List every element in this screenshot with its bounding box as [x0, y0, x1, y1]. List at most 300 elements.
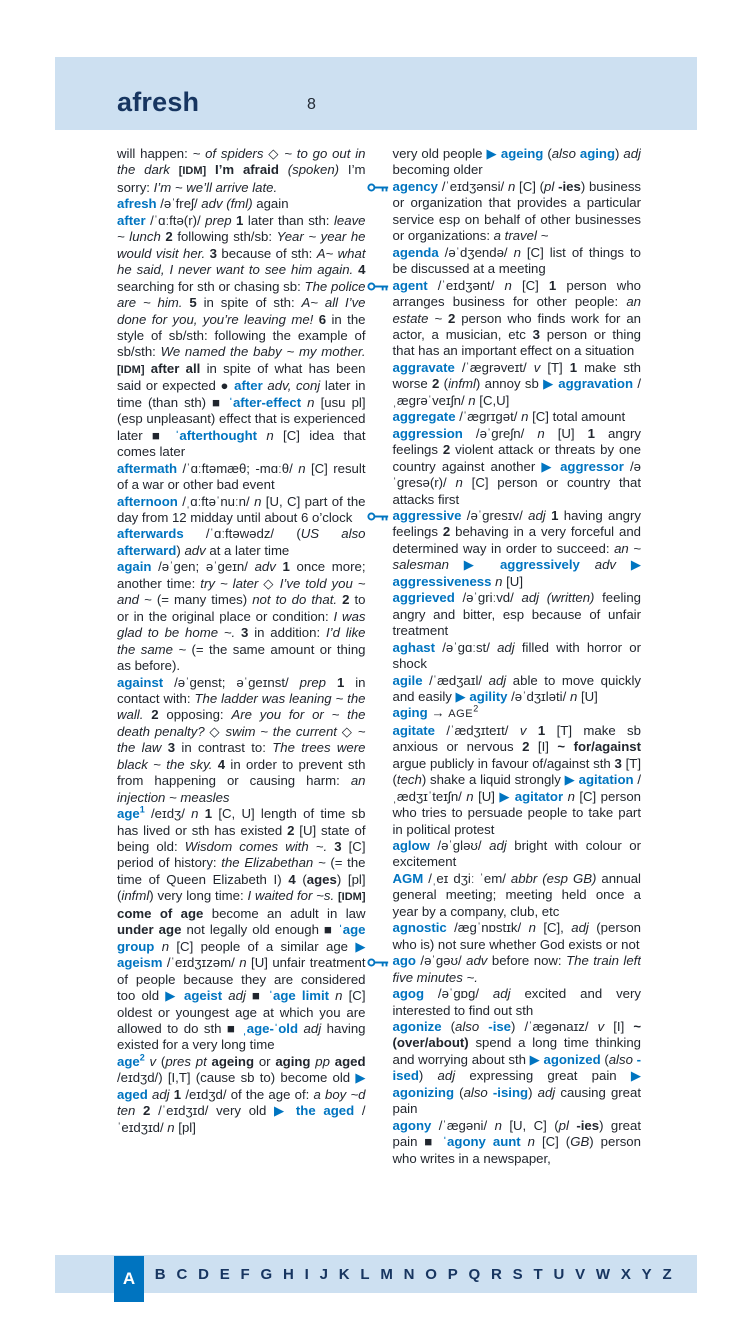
text-run: [pl]: [174, 1119, 196, 1135]
text-run: 2: [447, 310, 462, 326]
text-run: agog: [392, 986, 425, 1002]
text-run: n: [161, 938, 170, 954]
dictionary-entry-agonize: [393, 1019, 642, 1118]
text-run: agent: [392, 277, 428, 293]
dictionary-entry-age-1: [117, 806, 366, 1054]
text-run: having existed for a very long time: [117, 1021, 366, 1053]
text-run: infml: [448, 376, 476, 392]
text-run: [U, C] (: [501, 1117, 559, 1133]
text-run: an ~ salesman: [392, 540, 641, 573]
text-run: aggressor: [560, 458, 624, 474]
text-run: in spite of sth:: [203, 295, 302, 311]
text-run: afterward: [117, 542, 177, 558]
text-run: ▶: [455, 688, 470, 704]
text-run: pl: [544, 178, 559, 194]
text-run: again: [256, 196, 289, 212]
text-run: aging: [392, 705, 432, 721]
dictionary-entry-against: [117, 675, 366, 807]
text-run: (: [547, 146, 552, 161]
text-run: age: [117, 806, 140, 822]
text-run: 2: [287, 822, 300, 838]
dictionary-entry-age-2-continued: [393, 146, 642, 179]
text-run: /ˌeɪ dʒiː ˈem/: [423, 870, 511, 886]
text-run: /ˈeɪdʒɪzəm/: [162, 955, 240, 971]
text-run: [T] make sb anxious or nervous: [392, 722, 641, 755]
text-run: agility: [469, 688, 508, 704]
text-run: [U] state of being old:: [117, 822, 366, 855]
dictionary-entry-age-2: [117, 1054, 366, 1136]
text-run: /əˈgreʃn/: [462, 425, 538, 441]
text-run: 1: [545, 507, 564, 523]
text-run: ■: [152, 427, 175, 443]
text-run: A~ all I’ve done for you, you’re leaving me!: [117, 295, 366, 327]
text-run: ▶: [463, 557, 500, 573]
text-run: 2: [473, 704, 479, 715]
text-run: ) very long time:: [149, 888, 248, 904]
text-run: I’d like the same ~: [117, 625, 366, 657]
text-run: 2: [342, 592, 355, 608]
text-run: 4: [358, 262, 366, 278]
alphabet-letter-n: N: [403, 1265, 415, 1283]
text-run: 1: [326, 674, 356, 690]
text-run: (: [459, 1084, 464, 1100]
text-run: to or in the original place or condition:: [117, 592, 366, 624]
text-run: n: [528, 920, 536, 936]
text-run: 2: [442, 524, 456, 540]
text-run: n: [167, 1119, 175, 1135]
dictionary-entry-agent: [393, 278, 642, 360]
text-run: 3: [167, 740, 182, 756]
text-run: Are you for or ~ the death penalty? ◇ swim ~ the current ◇ ~ the law: [117, 707, 366, 756]
alphabet-letter-w: W: [595, 1265, 611, 1283]
oxford-key-icon: [367, 182, 389, 193]
dictionary-entry-agnostic: [393, 920, 642, 953]
text-run: v: [597, 1019, 605, 1035]
text-run: [C] person or country that attacks first: [392, 475, 641, 507]
text-run: ~ (over/about): [392, 1019, 641, 1051]
text-run: n: [298, 460, 306, 476]
text-run: /ægˈnɒstɪk/: [446, 920, 529, 936]
text-run: following sth/sb:: [177, 229, 277, 245]
text-run: ) annoy sb: [475, 376, 544, 392]
text-run: agonizing: [392, 1084, 460, 1100]
text-run: adj: [528, 507, 546, 523]
text-run: [U] unfair treatment of people because they are considered too old: [117, 955, 366, 1004]
text-run: ) shake a liquid strongly: [421, 772, 565, 788]
text-run: agonize: [392, 1019, 442, 1035]
text-run: become an adult in law: [211, 905, 366, 921]
text-run: /əˈgriːvd/: [454, 590, 522, 606]
text-run: /ˈægrəveɪt/: [454, 359, 534, 375]
text-run: /əˈgəʊ/: [415, 953, 467, 969]
text-run: /eɪdʒd/: [185, 1086, 231, 1102]
text-run: ▶: [541, 458, 561, 474]
text-run: aftermath: [117, 460, 178, 476]
text-run: /ˈɑːftə(r)/: [145, 212, 206, 228]
text-run: ▶: [543, 376, 559, 392]
text-run: try ~ later ◇ I’ve told you ~ and ~: [117, 575, 366, 608]
text-run: n: [266, 427, 284, 443]
text-run: adj: [151, 1086, 170, 1102]
text-run: 3: [532, 326, 547, 342]
text-run: becoming older: [392, 162, 483, 178]
text-run: expressing great pain: [455, 1068, 631, 1084]
text-run: ■: [252, 988, 269, 1004]
text-run: prep: [205, 212, 232, 228]
text-run: ▶: [529, 1051, 544, 1067]
alphabet-letters: [114, 1255, 672, 1293]
text-run: n: [466, 788, 474, 804]
text-run: 4: [288, 871, 303, 887]
text-run: n: [504, 277, 512, 293]
text-run: ■: [323, 922, 339, 938]
text-run: ) [I,T] (cause sb to) become old: [158, 1070, 356, 1086]
text-run: after all: [144, 360, 207, 376]
text-run: /ˈægənaɪz/: [524, 1019, 598, 1035]
text-run: ▶: [355, 938, 366, 954]
text-run: agenda: [392, 244, 439, 260]
text-run: after: [117, 212, 146, 228]
text-run: very old: [216, 1103, 274, 1119]
text-run: an estate ~: [392, 294, 641, 326]
text-run: [IDM]: [178, 165, 207, 178]
text-run: The police are ~ him.: [117, 278, 366, 311]
text-run: (spoken): [287, 162, 348, 178]
alphabet-letter-t: T: [533, 1265, 543, 1283]
dictionary-entry-again: [117, 559, 366, 674]
text-run: in order to prevent sth from happening or causing harm:: [117, 756, 366, 789]
text-run: 1: [231, 212, 248, 228]
text-run: [C] (: [535, 1134, 571, 1150]
text-run: ▶: [486, 146, 501, 161]
text-run: adj: [537, 1084, 556, 1100]
text-run: violent attack or threats by one country against another: [392, 442, 641, 474]
text-run: adj: [623, 146, 641, 161]
text-run: n: [455, 475, 463, 491]
text-run: [C] person who tries to persuade people to take part in political protest: [392, 788, 641, 837]
text-run: n: [567, 788, 575, 804]
text-run: -ies: [558, 178, 581, 194]
text-run: afterwards: [117, 526, 184, 542]
text-run: 1: [569, 359, 585, 375]
text-run: /ˌædʒɪˈteɪʃn/: [392, 772, 641, 804]
text-run: (: [604, 1051, 609, 1067]
text-run: agnostic: [392, 920, 447, 936]
text-run: 1: [587, 425, 608, 441]
text-run: adj: [492, 986, 511, 1002]
text-run: -ies: [576, 1117, 600, 1133]
text-run: I’m sorry:: [117, 162, 366, 195]
text-run: -ising: [492, 1084, 529, 1100]
dictionary-entry-aggravate: [393, 360, 642, 409]
text-run: afresh: [117, 196, 157, 212]
text-run: ▶: [564, 772, 579, 788]
page-number: 8: [307, 96, 316, 113]
text-run: n: [307, 394, 321, 410]
text-run: aggravation: [558, 376, 634, 392]
text-run: ˈage group: [117, 922, 366, 954]
dictionary-entry-afresh: [117, 196, 366, 212]
text-run: (fml): [222, 196, 257, 212]
text-run: /eɪdʒ/: [144, 806, 192, 822]
text-run: agitate: [392, 722, 436, 738]
text-run: ageist: [184, 988, 229, 1004]
text-run: (esp GB): [537, 870, 602, 886]
text-run: Wisdom comes with ~.: [184, 839, 335, 855]
text-run: 2: [442, 442, 456, 458]
text-run: 1: [526, 722, 557, 738]
text-run: [IDM]: [338, 891, 366, 904]
text-run: spend a long time thinking and worrying about sth: [392, 1035, 641, 1067]
text-run: in contrast to:: [181, 740, 273, 756]
text-run: [C]: [511, 277, 549, 293]
text-run: aggressiveness: [392, 573, 496, 589]
text-run: →: [431, 705, 449, 721]
text-run: excited and very interested to find out sth: [392, 986, 641, 1018]
text-run: bright with colour or excitement: [392, 838, 641, 870]
text-run: 2: [522, 739, 538, 755]
dictionary-entry-aggression: [393, 426, 642, 508]
text-run: [C] list of things to be discussed at a meeting: [392, 244, 641, 277]
text-run: ) [pl] (: [117, 871, 366, 904]
dictionary-entry-agency: [393, 179, 642, 245]
dictionary-entry-afternoon: [117, 494, 366, 527]
text-run: of the age of:: [230, 1086, 314, 1102]
dictionary-entry-afterwards: [117, 526, 366, 559]
text-run: also: [463, 1084, 493, 1100]
text-run: ageism: [117, 955, 163, 971]
text-run: [C] oldest or youngest age at which you are allowed to do sth: [117, 988, 366, 1037]
text-run: under age: [117, 922, 187, 938]
text-run: [C, U] length of time sb has lived or sth has existed: [117, 806, 366, 838]
text-run: aggrieved: [392, 590, 455, 606]
text-run: ▶: [630, 1068, 641, 1084]
text-run: in spite of what has been said or expected: [117, 360, 366, 394]
text-run: n: [191, 806, 199, 822]
text-run: [U]: [577, 688, 598, 704]
text-run: (: [160, 1053, 166, 1069]
text-run: adj: [497, 639, 515, 655]
text-run: [C] (: [515, 178, 545, 194]
text-run: /ˌægrəˈveɪʃn/: [392, 376, 641, 408]
text-run: The train left five minutes ~.: [392, 953, 641, 985]
text-run: [U, C] part of the day from 12 midday until about 6 o’clock: [117, 493, 366, 525]
text-run: prep: [299, 674, 327, 690]
dictionary-entry-aghast: [393, 640, 642, 673]
text-run: adj: [488, 672, 507, 688]
text-run: ˌage-ˈold: [242, 1021, 304, 1037]
oxford-key-icon: [367, 957, 389, 968]
text-run: searching for sth or chasing sb:: [117, 278, 305, 294]
text-run: [I]: [604, 1019, 634, 1035]
text-run: adv: [201, 196, 223, 212]
text-run: ▶: [274, 1103, 296, 1119]
dictionary-entry-aggressive: [393, 508, 642, 590]
dictionary-entry-afraid-continued: [117, 146, 366, 196]
text-run: /ˈædʒaɪl/: [422, 672, 489, 688]
text-run: /ˈɑːftəwədz/: [183, 526, 297, 542]
text-run: ) person who writes in a newspaper,: [392, 1134, 641, 1166]
text-run: 1: [139, 804, 145, 815]
text-run: a boy ~d ten: [117, 1086, 366, 1119]
alphabet-letter-r: R: [491, 1265, 502, 1283]
text-run: at a later time: [205, 542, 290, 558]
dictionary-entry-aggrieved: [393, 590, 642, 639]
text-run: 3: [241, 625, 255, 641]
text-run: [C] result of a war or other bad event: [117, 460, 366, 493]
text-run: AGM: [392, 870, 424, 886]
alphabet-letter-f: F: [240, 1265, 250, 1283]
oxford-key-icon: [367, 511, 389, 522]
text-run: (person who is) not sure whether God exists or not: [392, 920, 641, 952]
text-run: /əˈfreʃ/: [156, 196, 202, 212]
text-run: agile: [392, 672, 423, 688]
text-run: adj: [521, 590, 540, 606]
text-run: agonized: [543, 1051, 605, 1067]
text-run: 2: [143, 1103, 159, 1119]
text-run: n: [495, 573, 503, 589]
text-run: aggregate: [392, 409, 456, 425]
text-run: opposing:: [166, 707, 232, 723]
text-run: ~ of spiders ◇ ~ to go out in the dark: [117, 146, 366, 178]
text-run: [T]: [540, 359, 570, 375]
text-run: adj: [571, 920, 589, 936]
text-run: person who finds work for an actor, a musician, etc: [392, 310, 641, 342]
text-run: n: [494, 1117, 502, 1133]
text-run: ˈafterthought: [174, 427, 267, 443]
text-run: 3: [209, 245, 222, 261]
text-run: leave ~ lunch: [117, 212, 366, 245]
text-run: [C] idea that comes later: [117, 427, 366, 460]
alphabet-letter-q: Q: [468, 1265, 481, 1283]
alphabet-letter-y: Y: [641, 1265, 652, 1283]
text-run: [616, 557, 631, 572]
text-run: /əˈgləʊ/: [429, 838, 490, 854]
text-run: ): [418, 1068, 438, 1084]
text-run: 2: [139, 1052, 145, 1063]
text-run: (= the same amount or thing as before).: [117, 641, 366, 674]
text-run: against: [117, 674, 164, 690]
text-run: adv, conj: [267, 378, 325, 394]
alphabet-letter-u: U: [553, 1265, 565, 1283]
dictionary-entry-agog: [393, 986, 642, 1019]
text-run: ˈage limit: [268, 988, 336, 1004]
guide-word: afresh: [117, 87, 200, 117]
text-run: a travel ~: [493, 228, 549, 244]
alphabet-letter-s: S: [512, 1265, 523, 1283]
text-run: ˈagony aunt: [442, 1134, 528, 1150]
text-run: [C,U]: [475, 392, 510, 408]
text-run: I was glad to be home ~.: [117, 608, 366, 641]
text-run: argue publicly in favour of/against sth: [392, 755, 615, 771]
text-run: /ˈeɪdʒənsi/: [437, 178, 508, 194]
text-run: 2: [151, 707, 167, 723]
text-run: 6: [318, 311, 332, 327]
text-run: able to move quickly and easily: [392, 672, 641, 704]
text-run: angry feelings: [392, 425, 641, 458]
text-run: 5: [189, 295, 204, 311]
alphabet-letter-c: C: [176, 1265, 188, 1283]
text-run: ■: [212, 394, 229, 410]
text-run: US also: [300, 526, 366, 542]
text-run: GB: [570, 1134, 590, 1150]
text-run: aghast: [392, 639, 436, 655]
text-run: I’m ~ we’ll arrive late.: [153, 179, 278, 195]
text-run: aggravate: [392, 359, 455, 375]
text-run: AGE: [448, 708, 474, 721]
text-run: n: [335, 988, 343, 1004]
text-run: adj: [303, 1021, 322, 1037]
text-run: /eɪdʒd/: [117, 1070, 159, 1086]
text-run: ■: [227, 1021, 243, 1037]
text-run: ▶: [630, 557, 641, 573]
text-run: adj: [489, 838, 507, 854]
text-run: ■: [424, 1134, 443, 1150]
alphabet-letter-e: E: [219, 1265, 230, 1283]
alphabet-letter-i: I: [304, 1265, 309, 1283]
dictionary-entry-after: [117, 213, 366, 461]
alphabet-letter-j: J: [319, 1265, 328, 1283]
text-run: filled with horror or shock: [392, 639, 641, 672]
text-run: -ise: [488, 1019, 512, 1035]
text-run: 3: [334, 839, 349, 855]
text-run: agony: [392, 1117, 432, 1133]
oxford-key-icon: [367, 281, 389, 292]
text-run: ) business or organization that provides a particular service esp on behalf of other businesses or organizations:: [392, 178, 641, 244]
text-run: aggression: [392, 425, 463, 441]
text-run: /ˈægəni/: [431, 1117, 495, 1133]
text-run: ) great pain: [392, 1117, 641, 1150]
alphabet-letter-v: V: [575, 1265, 586, 1283]
text-run: adj: [228, 988, 246, 1004]
text-run: 1: [198, 806, 219, 822]
text-run: [C],: [535, 920, 572, 936]
text-run: adv: [594, 557, 616, 573]
text-run: [C] total amount: [528, 409, 626, 425]
text-run: in addition:: [254, 625, 326, 641]
alphabet-letter-p: P: [447, 1265, 458, 1283]
text-run: -ised: [392, 1051, 641, 1084]
text-run: aggressive: [392, 507, 462, 523]
text-run: aglow: [392, 838, 430, 854]
text-run: ●: [220, 378, 235, 394]
text-run: also: [608, 1051, 637, 1067]
text-run: ageing: [211, 1053, 259, 1069]
text-run: 2: [432, 376, 444, 392]
text-run: 1: [169, 1086, 186, 1102]
text-run: an injection ~ measles: [117, 773, 366, 805]
alphabet-letter-b: B: [154, 1265, 166, 1283]
dictionary-entry-agm: [393, 871, 642, 920]
text-run: v: [144, 1053, 161, 1069]
text-run: [C] period of history:: [117, 839, 366, 871]
text-run: /əˈgɒg/: [424, 986, 493, 1002]
text-run: pp: [315, 1053, 335, 1069]
text-run: ages: [306, 871, 337, 887]
text-run: I’m afraid: [206, 162, 288, 178]
text-run: in the style of sb/sth: following the example of sb/sth:: [117, 311, 366, 360]
text-run: aged: [334, 1053, 366, 1069]
text-run: adj: [437, 1068, 456, 1084]
text-run: /ˈeɪdʒɪd/: [158, 1103, 217, 1119]
text-run: n: [239, 955, 247, 971]
text-run: /ˈeɪdʒənt/: [427, 277, 505, 293]
text-run: adv: [466, 953, 488, 969]
alphabet-letter-o: O: [425, 1265, 437, 1283]
text-run: pl: [558, 1117, 577, 1133]
text-run: very old people: [392, 146, 487, 161]
text-columns: [117, 146, 641, 1250]
